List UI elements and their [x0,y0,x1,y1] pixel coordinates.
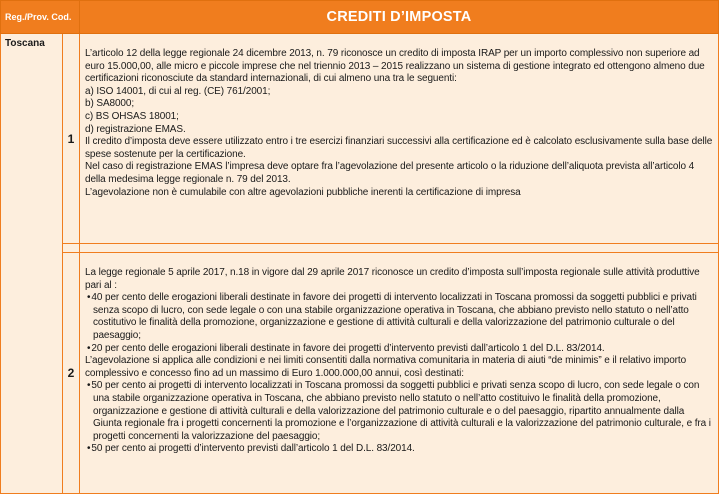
entry-text [80,34,719,244]
list-item: b) SA8000; [85,98,135,110]
table-row [1,253,719,494]
list-item: • 50 per cento ai progetti di intervento localizzati in Toscana promossi da soggetti pubblici e privati senza scopo di lucro, con sede legale o con una stabile organizzazione operativa in Toscana, che abbiano previsto nello statuto o nell’atto costituivo le finalità della promozione, organizzazione e gestione di attività culturali e della valorizzazione del patrimonio culturale e o del paesaggio, ripartito annualmente dalla Giunta regionale fra i progetti concernenti la promozione e l’organizzazione di attività culturali e la valorizzazione del patrimonio culturale, e fra i progetti concernenti la valorizzazione del paesaggio; [85,380,715,443]
list-item: • 50 per cento ai progetti d’intervento previsti dall’articolo 1 del D.L. 83/2014. [85,443,715,456]
paragraph: L’agevolazione si applica alle condizioni e nei limiti consentiti dalla normativa comunitaria in materia di aiuti “de minimis” e il relativo importo complessivo e concesso fino ad un massimo di Euro 1.000.000,00 annui, così destinati: [85,355,687,379]
paragraph: La legge regionale 5 aprile 2017, n.18 in vigore dal 29 aprile 2017 riconosce un credito d’imposta sull’imposta regionale sulle attività produttive pari al : [85,267,700,291]
region-name: Toscana [1,34,63,494]
bullet-list [85,380,715,456]
row-spacer [1,244,719,253]
paragraph: Il credito d’imposta deve essere utilizzato entro i tre esercizi finanziari successivi alla certificazione ed è calcolato esclusivamente sulla base delle spese sostenute per la certificazione. [85,136,713,160]
list-item: a) ISO 14001, di cui al reg. (CE) 761/2001; [85,85,271,97]
region-code-header: Reg./Prov. Cod. [1,1,80,34]
paragraph: Nel caso di registrazione EMAS l’impresa deve optare fra l’agevolazione del presente articolo o la riduzione dell’aliquota prevista all’articolo 4 della medesima legge regionale n. 79 del 2013. [85,161,695,185]
table-header-row [1,1,719,34]
list-item: • 20 per cento delle erogazioni liberali destinate in favore dei progetti d’intervento previsti dall’articolo 1 del D.L. 83/2014. [85,343,715,356]
entry-code: 2 [63,253,80,494]
list-item: c) BS OHSAS 18001; [85,110,179,122]
entry-text [80,253,719,494]
paragraph: L’articolo 12 della legge regionale 24 dicembre 2013, n. 79 riconosce un credito di imposta IRAP per un importo complessivo non superiore ad euro 15.000,00, alle micro e piccole imprese che nel triennio 2013 – 2015 realizzano un sistema di gestione integrato ed ottengono almeno due certificazioni riconosciute da standard internazionali, di cui almeno una tra le seguenti: [85,48,705,85]
table-title: CREDITI D’IMPOSTA [80,1,719,34]
list-item: d) registrazione EMAS. [85,123,186,135]
table-row [1,34,719,244]
bullet-list [85,292,715,355]
entry-code: 1 [63,34,80,244]
paragraph: L’agevolazione non è cumulabile con altre agevolazioni pubbliche inerenti la certificazione di impresa [85,186,521,198]
list-item: • 40 per cento delle erogazioni liberali destinate in favore dei progetti di intervento localizzati in Toscana promossi da soggetti pubblici e privati senza scopo di lucro, con sede legale o con una stabile organizzazione operativa in Toscana, che abbiano previsto nello statuto o nell’atto costitutivo le finalità della promozione, organizzazione e gestione di attività culturali e della valorizzazione del patrimonio culturale o del paesaggio; [85,292,715,342]
